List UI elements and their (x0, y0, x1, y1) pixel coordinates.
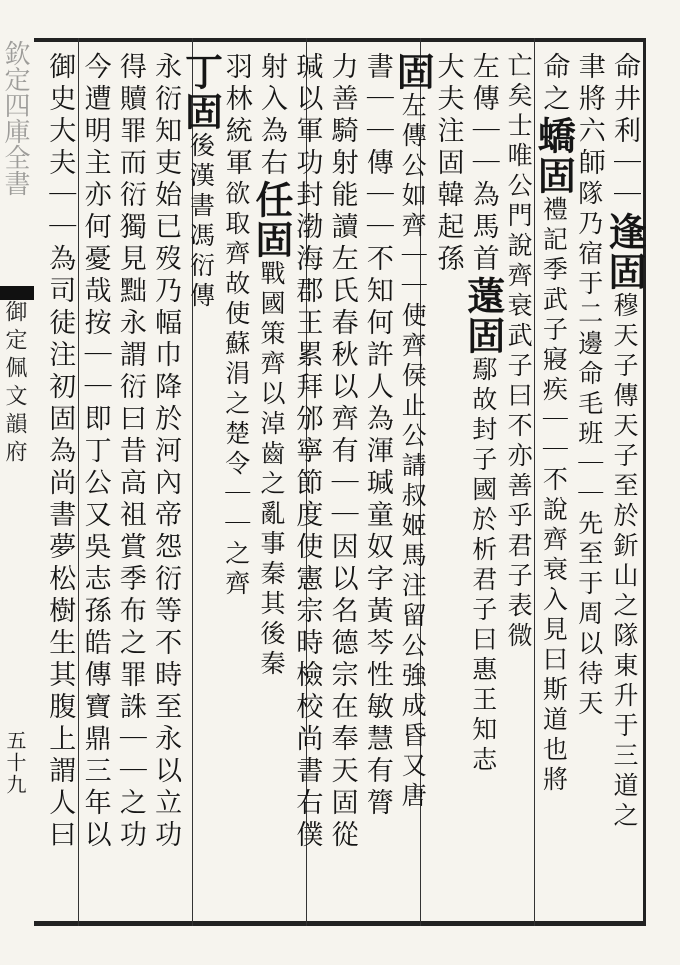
column-annotation: 鄢故封子國於析君子曰惠王知志 (468, 356, 498, 776)
column-text: 瑊以軍功封渤海郡王累拜邠寧節度使憲宗時檢校尚書右僕 (291, 52, 323, 852)
entry-headword: 任固 (249, 180, 295, 260)
column-text: 命井利｜｜ (608, 52, 640, 212)
column-text: 書｜｜傳｜｜不知何許人為渾瑊童奴字黃芩性敏慧有膂 (361, 52, 393, 820)
text-column (571, 52, 606, 920)
column-text: 今遭明主亦何憂哉按｜｜即丁公又吳志孫皓傳寶鼎三年以 (79, 52, 111, 852)
column-annotation: 左傳公如齊｜｜使齊侯止公請叔姬馬注留公強成昏又唐 (398, 92, 428, 812)
column-annotation: 戰國策齊以淖齒之亂事秦其後秦 (257, 260, 287, 680)
text-column (501, 52, 536, 920)
text-column (77, 52, 112, 920)
fold-mark (0, 286, 34, 300)
text-column (113, 52, 148, 920)
text-column (390, 52, 436, 920)
text-column (601, 52, 647, 920)
column-text: 得贖罪而衍獨見黜永謂衍曰昔高祖賞季布之罪誅｜｜之功 (114, 52, 146, 852)
column-text: 力善騎射能讀左氏春秋以齊有｜｜因以名德宗在奉天固從 (326, 52, 358, 852)
text-column (324, 52, 359, 920)
text-column (360, 52, 395, 920)
text-column (249, 52, 295, 920)
text-column (289, 52, 324, 920)
column-text: 羽林統軍 (220, 52, 252, 180)
page-number: 五十九 (3, 730, 27, 796)
entry-headword: 蟜固 (531, 116, 577, 196)
column-annotation: 隊乃宿于二邊命毛班｜｜先至于周以待天 (574, 180, 604, 720)
text-column (42, 52, 77, 920)
column-annotation: 後漢書馮衍傳 (186, 132, 216, 312)
column-annotation: 禮記季武子寢疾｜｜不說齊衰入見曰斯道也將 (539, 196, 569, 796)
column-annotation: 穆天子傳天子至於釿山之隊東升于三道之 (609, 292, 639, 832)
column-annotation: 亡矣士唯公門說齊衰武子曰不亦善乎君子表微 (504, 52, 534, 652)
faded-header: 欽定四庫全書 (0, 40, 30, 196)
column-text: 左傳｜｜為馬首 (467, 52, 499, 276)
text-column (218, 52, 253, 920)
entry-headword: 丁固 (178, 52, 224, 132)
text-column (148, 52, 183, 920)
column-text: 射入為右 (256, 52, 288, 180)
text-column (178, 52, 224, 920)
column-text: 永衍知吏始已歿乃幅巾降於河內帝怨衍等不時至永以立功 (150, 52, 182, 852)
entry-headword: 逢固 (601, 212, 647, 292)
column-text: 大夫注固韓起孫 (432, 52, 464, 276)
text-column (430, 52, 465, 920)
book-title: 御定佩文韻府 (2, 300, 27, 468)
entry-headword: 薳固 (460, 276, 506, 356)
entry-headword: 固 (390, 52, 436, 92)
column-text: 御史大夫｜｜為司徒注初固為尚書夢松樹生其腹上謂人曰 (44, 52, 76, 852)
column-text: 命之 (538, 52, 570, 116)
text-column (460, 52, 506, 920)
column-text: 聿將六師 (573, 52, 605, 180)
text-column (531, 52, 577, 920)
column-annotation: 欲取齊故使蘇涓之楚令｜｜之齊 (221, 180, 251, 600)
